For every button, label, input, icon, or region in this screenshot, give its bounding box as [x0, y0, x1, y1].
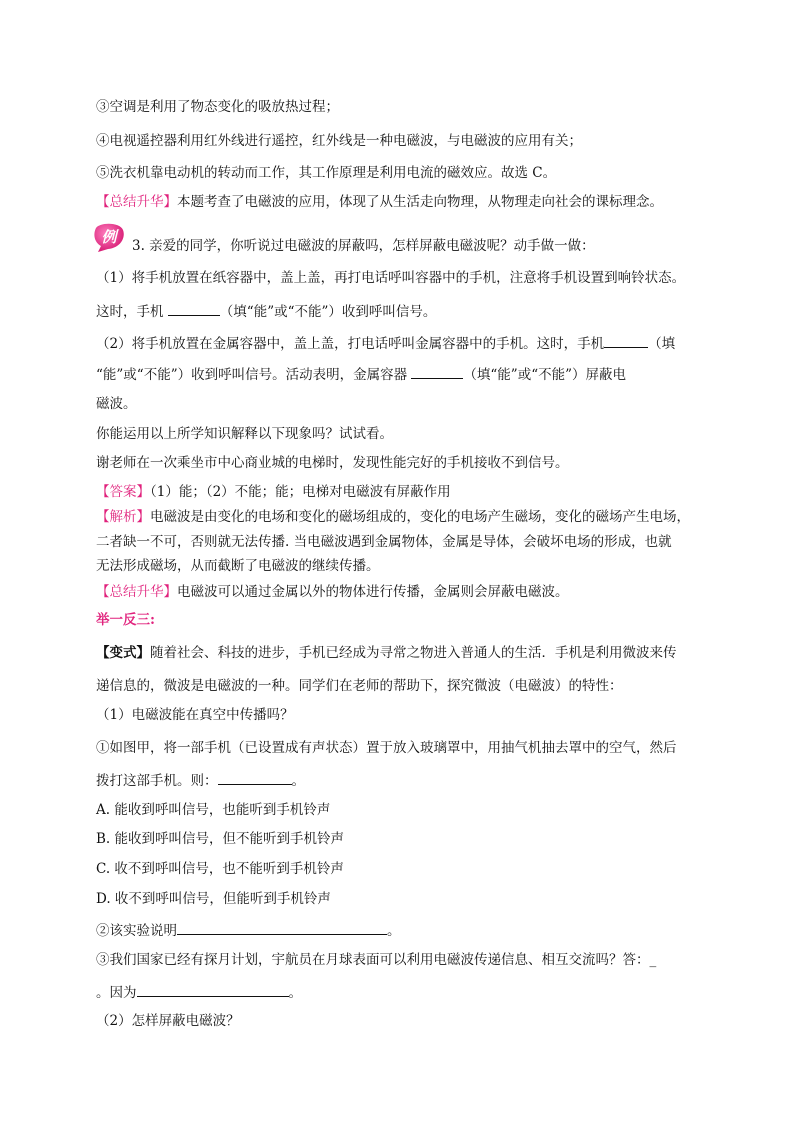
paragraph-line: [96, 453, 736, 473]
line-text: ④电视遥控器利用红外线进行遥控，红外线是一种电磁波，与电磁波的应用有关；: [96, 133, 582, 149]
option-text: B. 能收到呼叫信号，但不能听到手机铃声: [96, 831, 345, 847]
paragraph-line: [96, 364, 736, 384]
option-d: [96, 889, 736, 909]
paragraph-line: [96, 268, 736, 288]
line-text: 拨打这部手机。则：: [96, 773, 218, 789]
answer-blank[interactable]: [411, 364, 463, 379]
variant-line: [96, 643, 736, 663]
line-text: ③我们国家已经有探月计划，宇航员在月球表面可以利用电磁波传递信息、相互交流吗？答：_: [96, 952, 657, 968]
option-text: A. 能收到呼叫信号，也能听到手机铃声: [96, 802, 331, 818]
analysis-line: [96, 507, 736, 527]
paragraph-line: [96, 394, 736, 414]
line-text: 无法形成磁场，从而截断了电磁波的继续传播。: [96, 558, 380, 574]
analysis-text: 电磁波是由变化的电场和变化的磁场组成的，变化的电场产生磁场，变化的磁场产生电场，: [150, 509, 690, 525]
paragraph-line: [96, 770, 736, 790]
paragraph-line: [96, 705, 736, 725]
option-text: C. 收不到呼叫信号，也不能听到手机铃声: [96, 861, 344, 877]
line-text: 递信息的，微波是电磁波的一种。同学们在老师的帮助下，探究微波（电磁波）的特性：: [96, 678, 623, 694]
line-text: （2）怎样屏蔽电磁波？: [96, 1013, 240, 1029]
paragraph-line: [96, 163, 736, 183]
line-text: 3. 亲爱的同学，你听说过电磁波的屏蔽吗，怎样屏蔽电磁波呢？动手做一做：: [132, 238, 595, 254]
example-badge-text: 例: [101, 228, 117, 246]
summary-line: [96, 582, 736, 602]
line-text: （填: [648, 336, 676, 352]
line-text: ②该实验说明: [96, 923, 177, 939]
answer-blank[interactable]: [218, 770, 292, 785]
line-text: 。: [387, 923, 401, 939]
line-text: （填“能”或“不能”）屏蔽电: [463, 367, 627, 383]
paragraph-line: [96, 920, 736, 940]
line-text: 这时，手机: [96, 304, 168, 320]
answer-blank[interactable]: [168, 301, 220, 316]
line-text: 你能运用以上所学知识解释以下现象吗？试试看。: [96, 426, 393, 442]
variant-tag: 【变式】: [96, 645, 150, 661]
line-text: （2）将手机放置在金属容器中，盖上盖，打电话呼叫金属容器中的手机。这时，手机: [96, 336, 605, 352]
answer-text: （1）能；（2）不能；能；电梯对电磁波有屏蔽作用: [150, 484, 451, 500]
paragraph-line: [132, 236, 772, 256]
paragraph-line: [96, 424, 736, 444]
paragraph-line: [96, 1011, 736, 1031]
paragraph-line: [96, 301, 736, 321]
answer-line: [96, 482, 736, 502]
paragraph-line: [96, 738, 736, 758]
summary-text: 本题考查了电磁波的应用，体现了从生活走向物理，从物理走向社会的课标理念。: [177, 194, 663, 210]
paragraph-line: [96, 982, 736, 1002]
paragraph-line: [96, 676, 736, 696]
line-text: ①如图甲，将一部手机（已设置成有声状态）置于放入玻璃罩中，用抽气机抽去罩中的空气，然后: [96, 740, 677, 756]
line-text: （1）电磁波能在真空中传播吗？: [96, 707, 294, 723]
summary-tag: 【总结升华】: [96, 194, 177, 210]
line-text: 磁波。: [96, 396, 137, 412]
answer-blank[interactable]: [604, 333, 648, 348]
line-text: 。: [288, 985, 302, 1001]
line-text: ⑤洗衣机靠电动机的转动而工作，其工作原理是利用电流的磁效应。故选 C。: [96, 165, 557, 181]
variant-text: 随着社会、科技的进步，手机已经成为寻常之物进入普通人的生活．手机是利用微波来传: [150, 645, 677, 661]
option-c: [96, 859, 736, 879]
paragraph-line: [96, 333, 736, 353]
line-text: ③空调是利用了物态变化的吸放热过程；: [96, 99, 339, 115]
example-badge-icon: [92, 222, 126, 252]
paragraph-line: [96, 532, 736, 552]
answer-blank[interactable]: [177, 920, 387, 935]
line-text: “能”或“不能”）收到呼叫信号。活动表明，金属容器: [96, 367, 412, 383]
line-text: 谢老师在一次乘坐市中心商业城的电梯时，发现性能完好的手机接收不到信号。: [96, 455, 569, 471]
option-text: D. 收不到呼叫信号，但能听到手机铃声: [96, 891, 331, 907]
section-heading: [96, 610, 736, 630]
line-text: 二者缺一不可，否则就无法传播. 当电磁波遇到金属物体，金属是导体，会破坏电场的形成，也就: [96, 534, 672, 550]
answer-blank[interactable]: [137, 982, 289, 997]
line-text: （1）将手机放置在纸容器中，盖上盖，再打电话呼叫容器中的手机，注意将手机设置到响铃状态。: [96, 270, 686, 286]
option-a: [96, 800, 736, 820]
paragraph-line: [96, 950, 736, 970]
answer-tag: 【答案】: [96, 484, 150, 500]
paragraph-line: [96, 97, 736, 117]
heading-text: 举一反三:: [96, 612, 155, 628]
analysis-tag: 【解析】: [96, 509, 150, 525]
line-text: 。因为: [96, 985, 137, 1001]
paragraph-line: [96, 556, 736, 576]
line-text: （填“能”或“不能”）收到呼叫信号。: [219, 304, 437, 320]
summary-text: 电磁波可以通过金属以外的物体进行传播，金属则会屏蔽电磁波。: [177, 584, 569, 600]
paragraph-line: [96, 131, 736, 151]
option-b: [96, 829, 736, 849]
line-text: 。: [291, 773, 305, 789]
summary-tag: 【总结升华】: [96, 584, 177, 600]
summary-line: [96, 192, 736, 212]
